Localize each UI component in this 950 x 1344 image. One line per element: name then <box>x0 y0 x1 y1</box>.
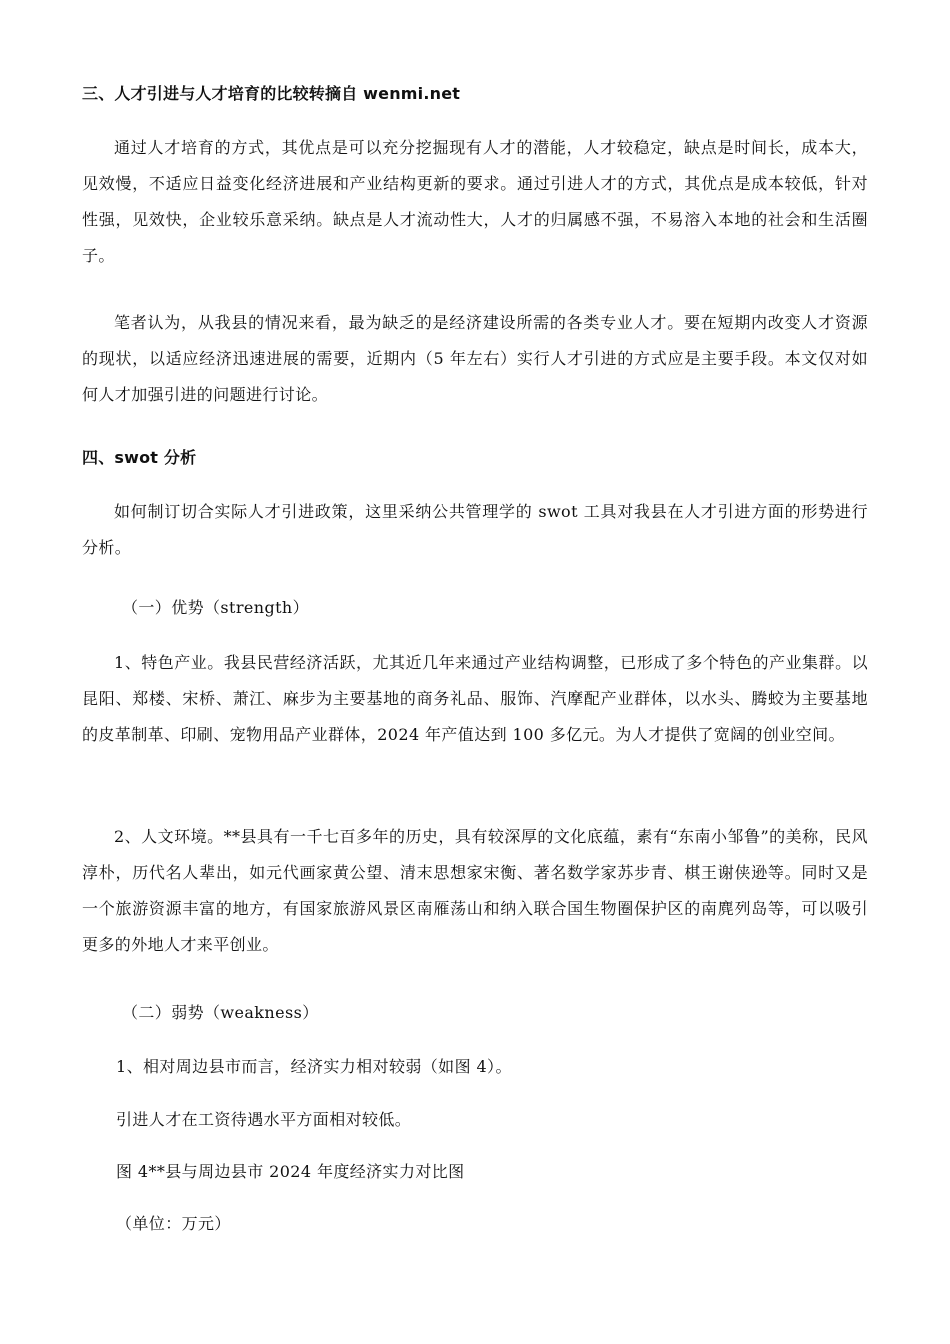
strength-item-2: 2、人文环境。**县具有一千七百多年的历史，具有较深厚的文化底蕴，素有“东南小邹鲁”的美称，民风淳朴，历代名人辈出，如元代画家黄公望、清末思想家宋衡、著名数学家苏步青、棋王谢侠逊等。同时又是一个旅游资源丰富的地方，有国家旅游风景区南雁荡山和纳入联合国生物圈保护区的南麂列岛等，可以吸引更多的外地人才来平创业。 <box>82 827 868 954</box>
strength-item-1: 1、特色产业。我县民营经济活跃，尤其近几年来通过产业结构调整，已形成了多个特色的产业集群。以昆阳、郑楼、宋桥、萧江、麻步为主要基地的商务礼品、服饰、汽摩配产业群体，以水头、腾蛟为主要基地的皮革制革、印刷、宠物用品产业群体，2024 年产值达到 100 多亿元。为人才提供了宽阔的创业空间。 <box>82 653 868 744</box>
strength-title: （一）优势（strength） <box>122 598 310 617</box>
figure-4-caption: 图 4**县与周边县市 2024 年度经济实力对比图 <box>116 1162 465 1181</box>
section-3-heading: 三、人才引进与人才培育的比较转摘自 wenmi.net <box>82 84 461 103</box>
weakness-item-1: 1、相对周边县市而言，经济实力相对较弱（如图 4）。 <box>116 1057 512 1076</box>
section-4-heading: 四、swot 分析 <box>82 448 197 467</box>
section-3-paragraph-2: 笔者认为，从我县的情况来看，最为缺乏的是经济建设所需的各类专业人才。要在短期内改变人才资源的现状，以适应经济迅速进展的需要，近期内（5 年左右）实行人才引进的方式应是主要手段。本文仅对如何人才加强引进的问题进行讨论。 <box>82 313 868 404</box>
section-3-paragraph-1: 通过人才培育的方式，其优点是可以充分挖掘现有人才的潜能，人才较稳定，缺点是时间长，成本大，见效慢，不适应日益变化经济进展和产业结构更新的要求。通过引进人才的方式，其优点是成本较低，针对性强，见效快，企业较乐意采纳。缺点是人才流动性大，人才的归属感不强，不易溶入本地的社会和生活圈子。 <box>82 138 868 265</box>
unit-label: （单位：万元） <box>116 1214 231 1233</box>
weakness-title: （二）弱势（weakness） <box>122 1003 319 1022</box>
weakness-item-2: 引进人才在工资待遇水平方面相对较低。 <box>116 1110 412 1129</box>
section-4-intro: 如何制订切合实际人才引进政策，这里采纳公共管理学的 swot 工具对我县在人才引进方面的形势进行分析。 <box>82 502 868 557</box>
